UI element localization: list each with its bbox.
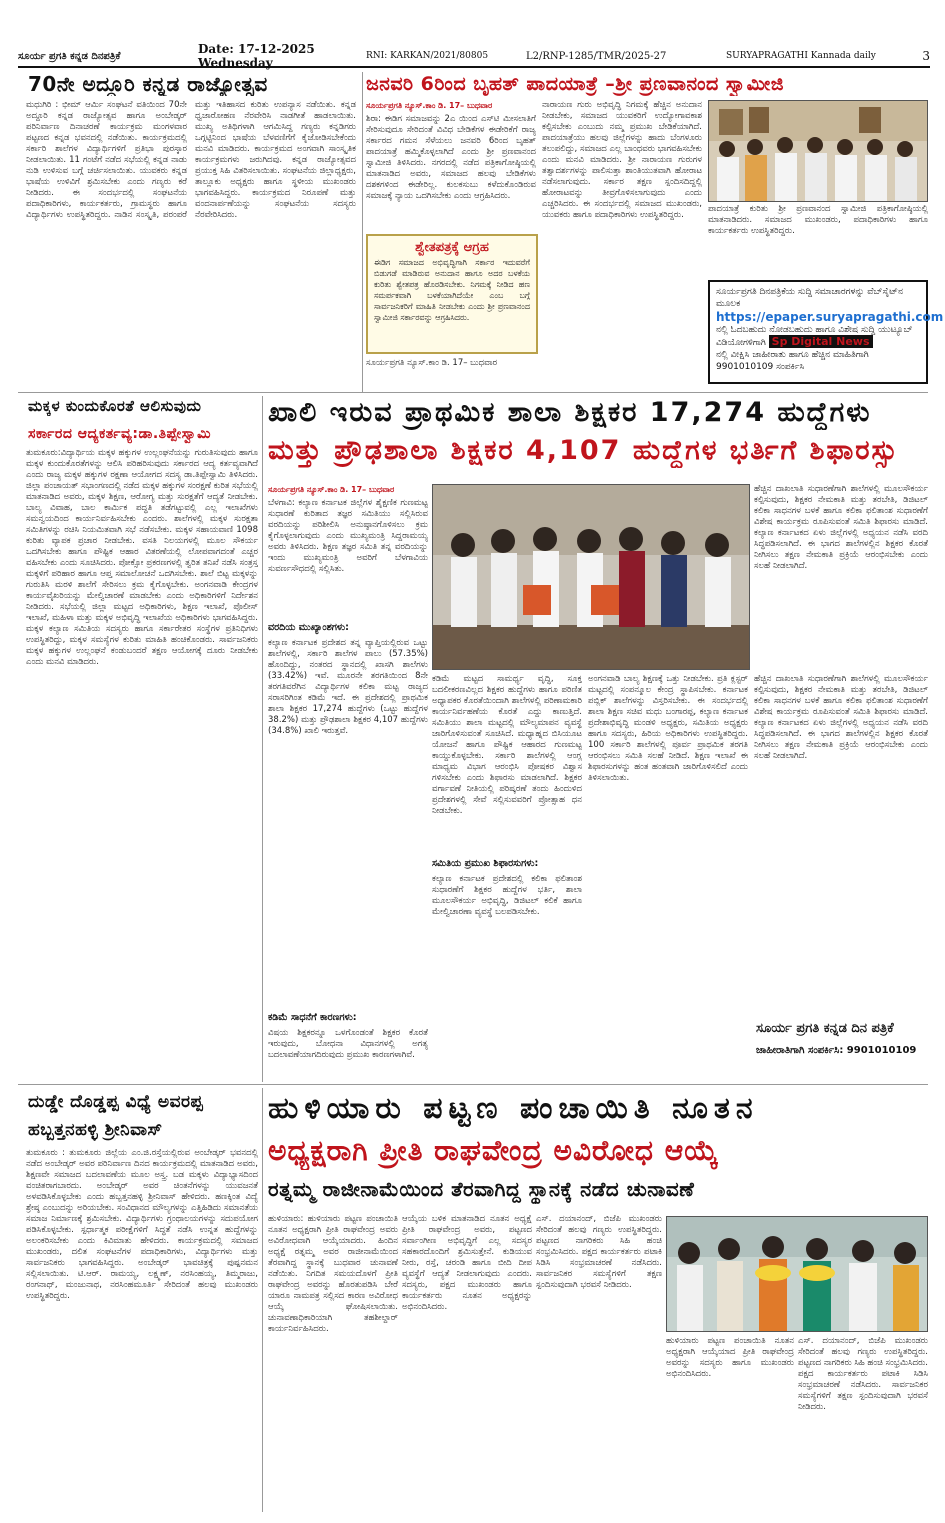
rni-number: RNI: KARKAN/2021/80805 [366,51,489,61]
results-body: ಕಲ್ಯಾಣ ಕರ್ನಾಟಕ ಪ್ರದೇಶದಲ್ಲಿ ಕಲಿಕಾ ಫಲಿತಾಂಶ ಸುಧಾರಣೆಗೆ ಶಿಕ್ಷಕರ ಹುದ್ದೆಗಳ ಭರ್ತಿ, ಶಾಲಾ ಮೂಲಸೌಕರ್ಯ ಅಭಿವೃದ್ಧಿ, ಡಿಜಿಟಲ್ ಕಲಿಕೆ ಹಾಗೂ ಮೇಲ್ವಿಚಾರಣಾ ವ್ಯವಸ್ಥೆ ಬಲಪಡಿಸಬೇಕು. [432,874,582,917]
teachers-body-right: ಅಂಗನವಾಡಿ ಬಾಲ್ಯ ಶಿಕ್ಷಣಕ್ಕೆ ಒತ್ತು ನೀಡಬೇಕು. ಪ್ರತಿ ಕ್ಲಸ್ಟರ್ ಮಟ್ಟದಲ್ಲಿ ಸಂಪನ್ಮೂಲ ಕೇಂದ್ರ ಸ್ಥಾಪಿಸಬೇಕು. ಕರ್ನಾಟಕ ಪಬ್ಲಿಕ್ ಶಾಲೆಗಳನ್ನು ವಿಸ್ತರಿಸಬೇಕು. ಈ ಸಂದರ್ಭದಲ್ಲಿ ಶಾಲಾ ಶಿಕ್ಷಣ ಸಚಿವ ಮಧು ಬಂಗಾರಪ್ಪ, ಕಲ್ಯಾಣ ಕರ್ನಾಟಕ ಪ್ರದೇಶಾಭಿವೃದ್ಧಿ ಮಂಡಳಿ ಅಧ್ಯಕ್ಷರು, ಸಮಿತಿಯ ಅಧ್ಯಕ್ಷರು ಹಾಗೂ ಸದಸ್ಯರು, ಹಿರಿಯ ಅಧಿಕಾರಿಗಳು ಉಪಸ್ಥಿತರಿದ್ದರು. 100 ಸರ್ಕಾರಿ ಶಾಲೆಗಳಲ್ಲಿ ಪೂರ್ವ ಪ್ರಾಥಮಿಕ ತರಗತಿ ಆರಂಭಿಸಲು ಸಮಿತಿ ಸಲಹೆ ನೀಡಿದೆ. ಶಿಕ್ಷಣ ಇಲಾಖೆ ಈ ಶಿಫಾರಸುಗಳನ್ನು ಹಂತ ಹಂತವಾಗಿ ಜಾರಿಗೊಳಿಸಲಿದೆ ಎಂದು ತಿಳಿಸಲಾಯಿತು. [588,674,748,783]
padayatre-body-mid: ನಾರಾಯಣ ಗುರು ಅಭಿವೃದ್ಧಿ ನಿಗಮಕ್ಕೆ ಹೆಚ್ಚಿನ ಅನುದಾನ ನೀಡಬೇಕು, ಸಮಾಜದ ಯುವಕರಿಗೆ ಉದ್ಯೋಗಾವಕಾಶ ಕಲ್ಪಿಸಬೇಕು ಎಂಬುದು ನಮ್ಮ ಪ್ರಮುಖ ಬೇಡಿಕೆಯಾಗಿದೆ. ಪಾದಯಾತ್ರೆಯು ಹಲವು ಜಿಲ್ಲೆಗಳನ್ನು ಹಾದು ಬೆಂಗಳೂರು ತಲುಪಲಿದ್ದು, ಸಮಾಜದ ಎಲ್ಲ ಬಾಂಧವರು ಭಾಗವಹಿಸಬೇಕು ಎಂದು ಮನವಿ ಮಾಡಿದರು. ಶ್ರೀ ನಾರಾಯಣ ಗುರುಗಳ ತತ್ವಾದರ್ಶಗಳನ್ನು ಪಾಲಿಸುತ್ತಾ ಶಾಂತಿಯುತವಾಗಿ ಹೋರಾಟ ನಡೆಸಲಾಗುವುದು. ಸರ್ಕಾರ ತಕ್ಷಣ ಸ್ಪಂದಿಸದಿದ್ದಲ್ಲಿ ಹೋರಾಟವನ್ನು ತೀವ್ರಗೊಳಿಸಲಾಗುವುದು ಎಂದು ಎಚ್ಚರಿಸಿದರು. ಈ ಸಂದರ್ಭದಲ್ಲಿ ಸಮಾಜದ ಮುಖಂಡರು, ಯುವಕರು ಹಾಗೂ ಪದಾಧಿಕಾರಿಗಳು ಉಪಸ್ಥಿತರಿದ್ದರು. [542,100,702,220]
kundu-body: ತುಮಕೂರು:ವಿದ್ಯಾರ್ಥಿಯ ಮಕ್ಕಳ ಹಕ್ಕುಗಳ ಉಲ್ಲಂಘನೆಯನ್ನು ಗುರುತಿಸುವುದು ಹಾಗೂ ಮಕ್ಕಳ ಕುಂದುಕೊರತೆಗಳನ್ನು ಆಲಿಸಿ ಪರಿಹರಿಸುವುದು ಸರ್ಕಾರದ ಆದ್ಯ ಕರ್ತವ್ಯವಾಗಿದೆ ಎಂದು ರಾಜ್ಯ ಮಕ್ಕಳ ಹಕ್ಕುಗಳ ರಕ್ಷಣಾ ಆಯೋಗದ ಸದಸ್ಯ ಡಾ.ತಿಪ್ಪೇಸ್ವಾಮಿ ತಿಳಿಸಿದರು. ಜಿಲ್ಲಾ ಪಂಚಾಯತ್ ಸಭಾಂಗಣದಲ್ಲಿ ನಡೆದ ಮಕ್ಕಳ ಹಕ್ಕುಗಳ ಸಂರಕ್ಷಣೆ ಕುರಿತ ಸಭೆಯಲ್ಲಿ ಮಾತನಾಡಿದ ಅವರು, ಮಕ್ಕಳ ಶಿಕ್ಷಣ, ಆರೋಗ್ಯ ಮತ್ತು ಸುರಕ್ಷತೆಗೆ ಆದ್ಯತೆ ನೀಡಬೇಕು. ಬಾಲ್ಯ ವಿವಾಹ, ಬಾಲ ಕಾರ್ಮಿಕ ಪದ್ಧತಿ ತಡೆಗಟ್ಟುವಲ್ಲಿ ಎಲ್ಲ ಇಲಾಖೆಗಳು ಸಮನ್ವಯದಿಂದ ಕಾರ್ಯನಿರ್ವಹಿಸಬೇಕು ಎಂದರು. ಶಾಲೆಗಳಲ್ಲಿ ಮಕ್ಕಳ ಸುರಕ್ಷತಾ ಸಮಿತಿಗಳನ್ನು ರಚಿಸಿ ನಿಯಮಿತವಾಗಿ ಸಭೆ ನಡೆಸಬೇಕು. ಮಕ್ಕಳ ಸಹಾಯವಾಣಿ 1098 ಕುರಿತು ವ್ಯಾಪಕ ಪ್ರಚಾರ ನೀಡಬೇಕು. ವಸತಿ ನಿಲಯಗಳಲ್ಲಿ ಮೂಲ ಸೌಕರ್ಯ ಒದಗಿಸಬೇಕು ಹಾಗೂ ಪೌಷ್ಟಿಕ ಆಹಾರ ವಿತರಣೆಯಲ್ಲಿ ಲೋಪವಾಗದಂತೆ ಎಚ್ಚರ ವಹಿಸಬೇಕು ಎಂದು ಸೂಚಿಸಿದರು. ಪೋಕ್ಸೋ ಪ್ರಕರಣಗಳಲ್ಲಿ ತ್ವರಿತ ತನಿಖೆ ನಡೆಸಿ ಸಂತ್ರಸ್ತ ಮಕ್ಕಳಿಗೆ ಪರಿಹಾರ ಹಾಗೂ ಆಪ್ತ ಸಮಾಲೋಚನೆ ಒದಗಿಸಬೇಕು. ಶಾಲೆ ಬಿಟ್ಟ ಮಕ್ಕಳನ್ನು ಗುರುತಿಸಿ ಮರಳಿ ಶಾಲೆಗೆ ಸೇರಿಸಲು ಕ್ರಮ ಕೈಗೊಳ್ಳಬೇಕು. ಅಂಗನವಾಡಿ ಕೇಂದ್ರಗಳ ಕಾರ್ಯವೈಖರಿಯನ್ನು ಮೇಲ್ವಿಚಾರಣೆ ಮಾಡಬೇಕು ಎಂದು ಅಧಿಕಾರಿಗಳಿಗೆ ನಿರ್ದೇಶನ ನೀಡಿದರು. ಸಭೆಯಲ್ಲಿ ಜಿಲ್ಲಾ ಮಟ್ಟದ ಅಧಿಕಾರಿಗಳು, ಶಿಕ್ಷಣ ಇಲಾಖೆ, ಪೊಲೀಸ್ ಇಲಾಖೆ, ಮಹಿಳಾ ಮತ್ತು ಮಕ್ಕಳ ಅಭಿವೃದ್ಧಿ ಇಲಾಖೆಯ ಅಧಿಕಾರಿಗಳು ಭಾಗವಹಿಸಿದ್ದರು. ಮಕ್ಕಳ ಕಲ್ಯಾಣ ಸಮಿತಿಯ ಸದಸ್ಯರು ಹಾಗೂ ಸರ್ಕಾರೇತರ ಸಂಸ್ಥೆಗಳ ಪ್ರತಿನಿಧಿಗಳು ಉಪಸ್ಥಿತರಿದ್ದು, ಮಕ್ಕಳ ಸಮಸ್ಯೆಗಳ ಕುರಿತು ಮಾಹಿತಿ ಹಂಚಿಕೊಂಡರು. ಸಾರ್ವಜನಿಕರು ಮಕ್ಕಳ ಹಕ್ಕುಗಳ ಉಲ್ಲಂಘನೆ ಕಂಡುಬಂದರೆ ತಕ್ಷಣ ಆಯೋಗಕ್ಕೆ ದೂರು ನೀಡಬೇಕು ಎಂದು ಮನವಿ ಮಾಡಿದರು. [26,448,258,667]
huliyaru-headline-line2: ಅಧ್ಯಕ್ಷರಾಗಿ ಪ್ರೀತಿ ರಾಘವೇಂದ್ರ ಅವಿರೋಧ ಆಯ್ಕೆ [268,1134,719,1167]
teachers-body-top-right: ಹೆಚ್ಚಿನ ದಾಖಲಾತಿ ಸುಧಾರಣೆಗಾಗಿ ಶಾಲೆಗಳಲ್ಲಿ ಮೂಲಸೌಕರ್ಯ ಕಲ್ಪಿಸುವುದು, ಶಿಕ್ಷಕರ ನೇಮಕಾತಿ ಮತ್ತು ತರಬೇತಿ, ಡಿಜಿಟಲ್ ಕಲಿಕಾ ಸಾಧನಗಳ ಬಳಕೆ ಹಾಗೂ ಕಲಿಕಾ ಫಲಿತಾಂಶ ಸುಧಾರಣೆಗೆ ವಿಶೇಷ ಕಾರ್ಯಕ್ರಮ ರೂಪಿಸುವಂತೆ ಸಮಿತಿ ಶಿಫಾರಸು ಮಾಡಿದೆ. ಕಲ್ಯಾಣ ಕರ್ನಾಟಕದ ಏಳು ಜಿಲ್ಲೆಗಳಲ್ಲಿ ಅಧ್ಯಯನ ನಡೆಸಿ ವರದಿ ಸಿದ್ಧಪಡಿಸಲಾಗಿದೆ. ಈ ಭಾಗದ ಶಾಲೆಗಳಲ್ಲಿನ ಶಿಕ್ಷಕರ ಕೊರತೆ ನೀಗಿಸಲು ತಕ್ಷಣ ನೇಮಕಾತಿ ಪ್ರಕ್ರಿಯೆ ಆರಂಭಿಸಬೇಕು ಎಂದು ಸಲಹೆ ನೀಡಲಾಗಿದೆ. [754,484,928,571]
felicitation-illustration [667,1217,928,1332]
masthead [18,42,930,70]
padayatre-headline: ಜನವರಿ 6ರಿಂದ ಬೃಹತ್ ಪಾದಯಾತ್ರೆ –ಶ್ರೀ ಪ್ರಣವಾನಂದ ಸ್ವಾಮೀಜಿ [366,73,784,95]
dudde-headline-line1: ದುಡ್ಡೇ ದೊಡ್ಡಪ್ಪ ವಿಧ್ಯೆ ಅವರಪ್ಪ [28,1092,204,1112]
padayatre-photo-caption: ಪಾದಯಾತ್ರೆ ಕುರಿತು ಶ್ರೀ ಪ್ರಣವಾನಂದ ಸ್ವಾಮೀಜಿ ಪತ್ರಿಕಾಗೋಷ್ಠಿಯಲ್ಲಿ ಮಾತನಾಡಿದರು. ಸಮಾಜದ ಮುಖಂಡರು, ಪದಾಧಿಕಾರಿಗಳು ಹಾಗೂ ಕಾರ್ಯಕರ್ತರು ಉಪಸ್ಥಿತರಿದ್ದರು. [708,204,928,236]
huliyaru-photo-caption: ಹುಳಿಯಾರು ಪಟ್ಟಣ ಪಂಚಾಯಿತಿ ನೂತನ ಅಧ್ಯಕ್ಷರಾಗಿ ಆಯ್ಕೆಯಾದ ಪ್ರೀತಿ ರಾಘವೇಂದ್ರ ಅವರನ್ನು ಸದಸ್ಯರು ಹಾಗೂ ಮುಖಂಡರು ಅಭಿನಂದಿಸಿದರು. [666,1336,794,1379]
dudde-body: ತುಮಕೂರು : ತುಮಕೂರು ಜಿಲ್ಲೆಯ ಎಂ.ಜಿ.ರಸ್ತೆಯಲ್ಲಿರುವ ಅಂಬೇಡ್ಕರ್ ಭವನದಲ್ಲಿ ನಡೆದ ಅಂಬೇಡ್ಕರ್ ಅವರ ಪರಿನಿರ್ವಾಣ ದಿನದ ಕಾರ್ಯಕ್ರಮದಲ್ಲಿ ಮಾತನಾಡಿದ ಅವರು, ಶಿಕ್ಷಣವೇ ಸಮಾಜದ ಬದಲಾವಣೆಯ ಮೂಲ ಅಸ್ತ್ರ. ಬಡ ಮಕ್ಕಳು ವಿದ್ಯಾಭ್ಯಾಸದಿಂದ ವಂಚಿತರಾಗಬಾರದು. ಅಂಬೇಡ್ಕರ್ ಅವರ ಚಿಂತನೆಗಳನ್ನು ಯುವಜನತೆ ಅಳವಡಿಸಿಕೊಳ್ಳಬೇಕು ಎಂದು ಹಬ್ಬತ್ತನಹಳ್ಳಿ ಶ್ರೀನಿವಾಸ್ ಹೇಳಿದರು. ಹಣಕ್ಕಿಂತ ವಿದ್ಯೆ ಶ್ರೇಷ್ಠ ಎಂಬುದನ್ನು ಅರಿಯಬೇಕು. ಸಂವಿಧಾನದ ಮೌಲ್ಯಗಳನ್ನು ಎತ್ತಿಹಿಡಿದು ಸಮಾನತೆಯ ಸಮಾಜ ನಿರ್ಮಾಣಕ್ಕೆ ಶ್ರಮಿಸಬೇಕು. ವಿದ್ಯಾರ್ಥಿಗಳು ಗ್ರಂಥಾಲಯಗಳನ್ನು ಸದುಪಯೋಗ ಪಡಿಸಿಕೊಳ್ಳಬೇಕು. ಸ್ಪರ್ಧಾತ್ಮಕ ಪರೀಕ್ಷೆಗಳಿಗೆ ಸಿದ್ಧತೆ ನಡೆಸಿ ಉನ್ನತ ಹುದ್ದೆಗಳನ್ನು ಅಲಂಕರಿಸಬೇಕು ಎಂದು ಕಿವಿಮಾತು ಹೇಳಿದರು. ಕಾರ್ಯಕ್ರಮದಲ್ಲಿ ಸಮಾಜದ ಮುಖಂಡರು, ದಲಿತ ಸಂಘಟನೆಗಳ ಪದಾಧಿಕಾರಿಗಳು, ವಿದ್ಯಾರ್ಥಿಗಳು ಮತ್ತು ಸಾರ್ವಜನಿಕರು ಭಾಗವಹಿಸಿದ್ದರು. ಅಂಬೇಡ್ಕರ್ ಭಾವಚಿತ್ರಕ್ಕೆ ಪುಷ್ಪನಮನ ಸಲ್ಲಿಸಲಾಯಿತು. ಟಿ.ಆರ್. ರಾಮಯ್ಯ, ಲಕ್ಷ್ಮಣ್, ನರಸಿಂಹಯ್ಯ, ತಿಮ್ಮರಾಜು, ರಂಗನಾಥ್, ಮಂಜುನಾಥ, ನರಸಿಂಹಮೂರ್ತಿ ಸೇರಿದಂತೆ ಹಲವು ಮುಖಂಡರು ಉಪಸ್ಥಿತರಿದ್ದರು. [26,1148,258,1301]
teachers-body-mid: ಕಡಿಮೆ ಮಟ್ಟದ ಸಾಮರ್ಥ್ಯ ವೃದ್ಧಿ, ಸೂಕ್ತ ಬದಲೀಕರಣವಿಲ್ಲದ ಶಿಕ್ಷಕರ ಹುದ್ದೆಗಳು ಹಾಗೂ ಪರಿಣಿತ ಅಧ್ಯಾಪಕರ ಕೊರತೆಯಿಂದಾಗಿ ಶಾಲೆಗಳಲ್ಲಿ ಪರಿಣಾಮಕಾರಿ ಕಾರ್ಯನಿರ್ವಹಣೆಯ ಕೊರತೆ ಎದ್ದು ಕಾಣುತ್ತಿದೆ. ಸಮಿತಿಯು ಶಾಲಾ ಮಟ್ಟದಲ್ಲಿ ಮೌಲ್ಯಮಾಪನ ವ್ಯವಸ್ಥೆ ಜಾರಿಗೊಳಿಸುವಂತೆ ಸೂಚಿಸಿದೆ. ಮಧ್ಯಾಹ್ನದ ಬಿಸಿಯೂಟ ಯೋಜನೆ ಹಾಗೂ ಪೌಷ್ಟಿಕ ಆಹಾರದ ಗುಣಮಟ್ಟ ಕಾಯ್ದುಕೊಳ್ಳಬೇಕು. ಸರ್ಕಾರಿ ಶಾಲೆಗಳಲ್ಲಿ ಆಂಗ್ಲ ಮಾಧ್ಯಮ ವಿಭಾಗ ಆರಂಭಿಸಿ ಪೋಷಕರ ವಿಶ್ವಾಸ ಗಳಿಸಬೇಕು ಎಂದು ಶಿಫಾರಸು ಮಾಡಲಾಗಿದೆ. ಶಿಕ್ಷಕರ ವರ್ಗಾವಣೆ ನೀತಿಯಲ್ಲಿ ಪರಿಷ್ಕರಣೆ ತಂದು ಹಿಂದುಳಿದ ಪ್ರದೇಶಗಳಲ್ಲಿ ಸೇವೆ ಸಲ್ಲಿಸುವವರಿಗೆ ಪ್ರೋತ್ಸಾಹ ಧನ ನೀಡಬೇಕು. [432,674,582,816]
huliyaru-body-mid: ಆಯ್ಕೆಯ ಬಳಿಕ ಮಾತನಾಡಿದ ನೂತನ ಅಧ್ಯಕ್ಷೆ ಪ್ರೀತಿ ರಾಘವೇಂದ್ರ ಅವರು, ಪಟ್ಟಣದ ಸರ್ವಾಂಗೀಣ ಅಭಿವೃದ್ಧಿಗೆ ಎಲ್ಲ ಸದಸ್ಯರ ಸಹಕಾರದೊಂದಿಗೆ ಶ್ರಮಿಸುತ್ತೇನೆ. ಕುಡಿಯುವ ನೀರು, ರಸ್ತೆ, ಚರಂಡಿ ಹಾಗೂ ಬೀದಿ ದೀಪ ವ್ಯವಸ್ಥೆಗೆ ಆದ್ಯತೆ ನೀಡಲಾಗುವುದು ಎಂದರು. ಸದಸ್ಯರು, ಪಕ್ಷದ ಮುಖಂಡರು ಹಾಗೂ ಕಾರ್ಯಕರ್ತರು ನೂತನ ಅಧ್ಯಕ್ಷರನ್ನು ಅಭಿನಂದಿಸಿದರು. [402,1214,532,1312]
huliyaru-headline-line3: ರತ್ನಮ್ಮ ರಾಜೀನಾಮೆಯಿಂದ ತೆರವಾಗಿದ್ದ ಸ್ಥಾನಕ್ಕೆ ನಡೆದ ಚುನಾವಣೆ [268,1177,695,1201]
section-rule [18,1084,928,1085]
teachers-body-right-continued: ಹೆಚ್ಚಿನ ದಾಖಲಾತಿ ಸುಧಾರಣೆಗಾಗಿ ಶಾಲೆಗಳಲ್ಲಿ ಮೂಲಸೌಕರ್ಯ ಕಲ್ಪಿಸುವುದು, ಶಿಕ್ಷಕರ ನೇಮಕಾತಿ ಮತ್ತು ತರಬೇತಿ, ಡಿಜಿಟಲ್ ಕಲಿಕಾ ಸಾಧನಗಳ ಬಳಕೆ ಹಾಗೂ ಕಲಿಕಾ ಫಲಿತಾಂಶ ಸುಧಾರಣೆಗೆ ವಿಶೇಷ ಕಾರ್ಯಕ್ರಮ ರೂಪಿಸುವಂತೆ ಸಮಿತಿ ಶಿಫಾರಸು ಮಾಡಿದೆ. ಕಲ್ಯಾಣ ಕರ್ನಾಟಕದ ಏಳು ಜಿಲ್ಲೆಗಳಲ್ಲಿ ಅಧ್ಯಯನ ನಡೆಸಿ ವರದಿ ಸಿದ್ಧಪಡಿಸಲಾಗಿದೆ. ಈ ಭಾಗದ ಶಾಲೆಗಳಲ್ಲಿನ ಶಿಕ್ಷಕರ ಕೊರತೆ ನೀಗಿಸಲು ತಕ್ಷಣ ನೇಮಕಾತಿ ಪ್ರಕ್ರಿಯೆ ಆರಂಭಿಸಬೇಕು ಎಂದು ಸಲಹೆ ನೀಡಲಾಗಿದೆ. [754,674,928,761]
epaper-link[interactable] [716,310,944,324]
paper-name-english: SURYAPRAGATHI Kannada daily [726,51,876,61]
group-photo-illustration [709,101,928,202]
huliyaru-body-right: ಎಸ್. ದಯಾನಂದ್, ಬಿಜೆಪಿ ಮುಖಂಡರು ಸೇರಿದಂತೆ ಹಲವು ಗಣ್ಯರು ಉಪಸ್ಥಿತರಿದ್ದರು. ಪಟ್ಟಣದ ನಾಗರಿಕರು ಸಿಹಿ ಹಂಚಿ ಸಂಭ್ರಮಿಸಿದರು. ಪಕ್ಷದ ಕಾರ್ಯಕರ್ತರು ಪಟಾಕಿ ಸಿಡಿಸಿ ಸಂಭ್ರಮಾಚರಣೆ ನಡೆಸಿದರು. ಸಾರ್ವಜನಿಕರ ಸಮಸ್ಯೆಗಳಿಗೆ ತಕ್ಷಣ ಸ್ಪಂದಿಸುವುದಾಗಿ ಭರವಸೆ ನೀಡಿದರು. [536,1214,662,1290]
highlights-title: ವರದಿಯ ಮುಖ್ಯಾಂಶಗಳು: [268,622,349,633]
padayatre-body-continued: ಸೂರ್ಯಪ್ರಗತಿ ನ್ಯೂಸ್.ಕಾಂ ಡಿ. 17– ಬುಧವಾರ [366,358,498,368]
rajyotsava-body: ಮಧುಗಿರಿ : ಭೀಮ್ ಆರ್ಮಿ ಸಂಘಟನೆ ವತಿಯಿಂದ 70ನೇ ಅದ್ದೂರಿ ಕನ್ನಡ ರಾಜ್ಯೋತ್ಸವ ಹಾಗೂ ಅಂಬೇಡ್ಕರ್ ಪರಿನಿರ್ವಾಣ ದಿನಾಚರಣೆ ಕಾರ್ಯಕ್ರಮ ಮಂಗಳವಾರ ಪಟ್ಟಣದ ಕನ್ನಡ ಭವನದಲ್ಲಿ ನಡೆಯಿತು. ಕಾರ್ಯಕ್ರಮದಲ್ಲಿ ಸರ್ಕಾರಿ ಶಾಲೆಗಳ ವಿದ್ಯಾರ್ಥಿಗಳಿಗೆ ಪ್ರತಿಭಾ ಪುರಸ್ಕಾರ ನೀಡಲಾಯಿತು. 11 ಗಂಟೆಗೆ ನಡೆದ ಸಭೆಯಲ್ಲಿ ಕನ್ನಡ ನಾಡು ನುಡಿ ಉಳಿಸುವ ಬಗ್ಗೆ ಚರ್ಚಿಸಲಾಯಿತು. ಯುವಕರು ಕನ್ನಡ ಭಾಷೆಯ ಉಳಿವಿಗೆ ಶ್ರಮಿಸಬೇಕು ಎಂದು ಗಣ್ಯರು ಕರೆ ನೀಡಿದರು. ಈ ಸಂದರ್ಭದಲ್ಲಿ ಸಂಘಟನೆಯ ಪದಾಧಿಕಾರಿಗಳು, ಕಾರ್ಯಕರ್ತರು, ಗ್ರಾಮಸ್ಥರು ಹಾಗೂ ವಿದ್ಯಾರ್ಥಿಗಳು ಉಪಸ್ಥಿತರಿದ್ದರು. ನಾಡಿನ ಸಂಸ್ಕೃತಿ, ಪರಂಪರೆ ಮತ್ತು ಇತಿಹಾಸದ ಕುರಿತು ಉಪನ್ಯಾಸ ನಡೆಯಿತು. ಕನ್ನಡ ಧ್ವಜಾರೋಹಣ ನೆರವೇರಿಸಿ ನಾಡಗೀತೆ ಹಾಡಲಾಯಿತು. ಮುಖ್ಯ ಅತಿಥಿಗಳಾಗಿ ಆಗಮಿಸಿದ್ದ ಗಣ್ಯರು ಕನ್ನಡಿಗರು ಒಗ್ಗಟ್ಟಿನಿಂದ ಭಾಷೆಯ ಬೆಳವಣಿಗೆಗೆ ಕೈಜೋಡಿಸಬೇಕೆಂದು ಮನವಿ ಮಾಡಿದರು. ಕಾರ್ಯಕ್ರಮದ ಅಂಗವಾಗಿ ಸಾಂಸ್ಕೃತಿಕ ಕಾರ್ಯಕ್ರಮಗಳು ಜರುಗಿದವು. ಕನ್ನಡ ರಾಜ್ಯೋತ್ಸವದ ಪ್ರಯುಕ್ತ ಸಿಹಿ ವಿತರಿಸಲಾಯಿತು. ಸಂಘಟನೆಯ ಜಿಲ್ಲಾಧ್ಯಕ್ಷರು, ತಾಲ್ಲೂಕು ಅಧ್ಯಕ್ಷರು ಹಾಗೂ ಸ್ಥಳೀಯ ಮುಖಂಡರು ಭಾಗವಹಿಸಿದ್ದರು. ಕಾರ್ಯಕ್ರಮದ ನಿರೂಪಣೆ ಮತ್ತು ವಂದನಾರ್ಪಣೆಯನ್ನು ಸಂಘಟನೆಯ ಸದಸ್ಯರು ನೆರವೇರಿಸಿದರು. [26,100,356,220]
teachers-headline-line2: ಮತ್ತು ಪ್ರೌಢಶಾಲಾ ಶಿಕ್ಷಕರ 4,107 ಹುದ್ದೆಗಳ ಭರ್ತಿಗೆ ಶಿಫಾರಸ್ಸು [268,435,900,466]
rajyotsava-headline: 70ನೇ ಅದ್ದೂರಿ ಕನ್ನಡ ರಾಜ್ಯೋತ್ಸವ [28,72,268,96]
teachers-body-top-left: ಬೆಳಗಾವಿ: ಕಲ್ಯಾಣ ಕರ್ನಾಟಕ ಜಿಲ್ಲೆಗಳ ಶೈಕ್ಷಣಿಕ ಗುಣಮಟ್ಟ ಸುಧಾರಣೆ ಕುರಿತಾದ ತಜ್ಞರ ಸಮಿತಿಯು ಸಲ್ಲಿಸಿರುವ ವರದಿಯನ್ನು ಪರಿಶೀಲಿಸಿ ಅನುಷ್ಠಾನಗೊಳಿಸಲು ಕ್ರಮ ಕೈಗೊಳ್ಳಲಾಗುವುದು ಎಂದು ಮುಖ್ಯಮಂತ್ರಿ ಸಿದ್ದರಾಮಯ್ಯ ಅವರು ತಿಳಿಸಿದರು. ಶಿಕ್ಷಣ ತಜ್ಞರ ಸಮಿತಿ ತನ್ನ ವರದಿಯನ್ನು ಇಂದು ಮುಖ್ಯಮಂತ್ರಿ ಅವರಿಗೆ ಬೆಳಗಾವಿಯ ಸುವರ್ಣಸೌಧದಲ್ಲಿ ಸಲ್ಲಿಸಿತು. [268,498,428,574]
promo-line1: ಸೂರ್ಯಪ್ರಗತಿ ದಿನಪತ್ರಿಕೆಯ ಸುದ್ದಿ ಸಮಾಚಾರಗಳನ್ನು ವೆಬ್‌ಸೈಟ್‌ನ ಮೂಲಕ [716,287,903,309]
huliyaru-headline-line1: ಹುಳಿಯಾರು ಪಟ್ಟಣ ಪಂಚಾಯಿತಿ ನೂತನ [268,1091,759,1126]
padayatre-byline: ಸೂರ್ಯಪ್ರಗತಿ ನ್ಯೂಸ್.ಕಾಂ ಡಿ. 17– ಬುಧವಾರ [366,101,493,110]
issue-date: Date: 17-12-2025 Wednesday [198,42,315,70]
page-number: 3 [922,49,930,63]
padayatre-photo [708,100,928,202]
epaper-link-part2[interactable]: suryapragathi.com [815,310,944,324]
kundu-subhead: ಸರ್ಕಾರದ ಆದ್ಯಕರ್ತವ್ಯ:ಡಾ.ತಿಪ್ಪೇಸ್ವಾಮಿ [28,426,211,442]
ad-signature-contact: ಜಾಹೀರಾತಿಗಾಗಿ ಸಂಪರ್ಕಿಸಿ: 9901010109 [756,1045,917,1056]
ad-signature-title: ಸೂರ್ಯ ಪ್ರಗತಿ ಕನ್ನಡ ದಿನ ಪತ್ರಿಕೆ [756,1021,894,1036]
huliyaru-body-left: ಹುಳಿಯಾರು: ಹುಳಿಯಾರು ಪಟ್ಟಣ ಪಂಚಾಯಿತಿ ನೂತನ ಅಧ್ಯಕ್ಷರಾಗಿ ಪ್ರೀತಿ ರಾಘವೇಂದ್ರ ಅವರು ಅವಿರೋಧವಾಗಿ ಆಯ್ಕೆಯಾದರು. ಹಿಂದಿನ ಅಧ್ಯಕ್ಷೆ ರತ್ನಮ್ಮ ಅವರ ರಾಜೀನಾಮೆಯಿಂದ ತೆರವಾಗಿದ್ದ ಸ್ಥಾನಕ್ಕೆ ಬುಧವಾರ ಚುನಾವಣೆ ನಡೆಯಿತು. ನಿಗದಿತ ಸಮಯದೊಳಗೆ ಪ್ರೀತಿ ರಾಘವೇಂದ್ರ ಅವರನ್ನು ಹೊರತುಪಡಿಸಿ ಬೇರೆ ಯಾರೂ ನಾಮಪತ್ರ ಸಲ್ಲಿಸದ ಕಾರಣ ಅವಿರೋಧ ಆಯ್ಕೆ ಘೋಷಿಸಲಾಯಿತು. ಚುನಾವಣಾಧಿಕಾರಿಯಾಗಿ ತಹಶೀಲ್ದಾರ್ ಕಾರ್ಯನಿರ್ವಹಿಸಿದರು. [268,1214,398,1334]
swetapatra-box [366,234,538,354]
sp-digital-news-badge: Sp Digital News [769,335,873,348]
swetapatra-title: ಶ್ವೇತಪತ್ರಕ್ಕೆ ಆಗ್ರಹ [415,240,489,255]
epaper-promo-box [708,280,944,384]
results-title: ಸಮಿತಿಯ ಪ್ರಮುಖ ಶಿಫಾರಸುಗಳು: [432,858,539,869]
huliyaru-body-continued: ಎಸ್. ದಯಾನಂದ್, ಬಿಜೆಪಿ ಮುಖಂಡರು ಸೇರಿದಂತೆ ಹಲವು ಗಣ್ಯರು ಉಪಸ್ಥಿತರಿದ್ದರು. ಪಟ್ಟಣದ ನಾಗರಿಕರು ಸಿಹಿ ಹಂಚಿ ಸಂಭ್ರಮಿಸಿದರು. ಪಕ್ಷದ ಕಾರ್ಯಕರ್ತರು ಪಟಾಕಿ ಸಿಡಿಸಿ ಸಂಭ್ರಮಾಚರಣೆ ನಡೆಸಿದರು. ಸಾರ್ವಜನಿಕರ ಸಮಸ್ಯೆಗಳಿಗೆ ತಕ್ಷಣ ಸ್ಪಂದಿಸುವುದಾಗಿ ಭರವಸೆ ನೀಡಿದರು. [798,1336,928,1412]
promo-line3: ನಲ್ಲಿ ವೀಕ್ಷಿಸಿ ಜಾಹೀರಾತು ಹಾಗೂ ಹೆಚ್ಚಿನ ಮಾಹಿತಿಗಾಗಿ 9901010109 ಸಂಪರ್ಕಿಸಿ [716,350,869,372]
epaper-link-part1[interactable]: https://epaper. [716,310,816,324]
teachers-report-photo [432,484,750,670]
registration-number: L2/RNP-1285/TMR/2025-27 [526,50,667,62]
report-handover-illustration [433,485,750,670]
highlights-body: ಕಲ್ಯಾಣ ಕರ್ನಾಟಕ ಪ್ರದೇಶದ ತನ್ನ ವ್ಯಾಪ್ತಿಯಲ್ಲಿರುವ ಒಟ್ಟು ಶಾಲೆಗಳಲ್ಲಿ, ಸರ್ಕಾರಿ ಶಾಲೆಗಳ ಪಾಲು (57.35%) ಹೊಂದಿದ್ದು, ನಂತರದ ಸ್ಥಾನದಲ್ಲಿ ಖಾಸಗಿ ಶಾಲೆಗಳು (33.42%) ಇವೆ. ಮೂರನೇ ತರಗತಿಯಿಂದ 8ನೇ ತರಗತಿವರೆಗಿನ ವಿದ್ಯಾರ್ಥಿಗಳ ಕಲಿಕಾ ಮಟ್ಟ ರಾಜ್ಯದ ಸರಾಸರಿಗಿಂತ ಕಡಿಮೆ ಇದೆ. ಈ ಪ್ರದೇಶದಲ್ಲಿ ಪ್ರಾಥಮಿಕ ಶಾಲಾ ಶಿಕ್ಷಕರ 17,274 ಹುದ್ದೆಗಳು (ಒಟ್ಟು ಹುದ್ದೆಗಳ 38.2%) ಮತ್ತು ಪ್ರೌಢಶಾಲಾ ಶಿಕ್ಷಕರ 4,107 ಹುದ್ದೆಗಳು (34.8%) ಖಾಲಿ ಇರುತ್ತವೆ. [268,638,428,736]
huliyaru-photo [666,1216,928,1332]
paper-name: ಸೂರ್ಯ ಪ್ರಗತಿ ಕನ್ನಡ ದಿನಪತ್ರಿಕೆ [18,50,121,62]
column-rule [262,1088,263,1512]
column-rule [262,396,263,1082]
swetapatra-body: ಈಡಿಗ ಸಮಾಜದ ಅಭಿವೃದ್ಧಿಗಾಗಿ ಸರ್ಕಾರ ಇದುವರೆಗೆ ಬಿಡುಗಡೆ ಮಾಡಿರುವ ಅನುದಾನ ಹಾಗೂ ಅದರ ಬಳಕೆಯ ಕುರಿತು ಶ್ವೇತಪತ್ರ ಹೊರಡಿಸಬೇಕು. ನಿಗಮಕ್ಕೆ ನೀಡಿದ ಹಣ ಸಮರ್ಪಕವಾಗಿ ಬಳಕೆಯಾಗಿದೆಯೇ ಎಂಬ ಬಗ್ಗೆ ಸಾರ್ವಜನಿಕರಿಗೆ ಮಾಹಿತಿ ನೀಡಬೇಕು ಎಂದು ಶ್ರೀ ಪ್ರಣವಾನಂದ ಸ್ವಾಮೀಜಿ ಸರ್ಕಾರವನ್ನು ಆಗ್ರಹಿಸಿದರು. [374,258,530,322]
section-rule [18,392,928,393]
teachers-byline: ಸೂರ್ಯಪ್ರಗತಿ ನ್ಯೂಸ್.ಕಾಂ ಡಿ. 17– ಬುಧವಾರ [268,485,395,494]
kundu-headline: ಮಕ್ಕಳ ಕುಂದುಕೊರತೆ ಆಲಿಸುವುದು [28,397,202,415]
teachers-headline-line1: ಖಾಲಿ ಇರುವ ಪ್ರಾಥಮಿಕ ಶಾಲಾ ಶಿಕ್ಷಕರ 17,274 ಹುದ್ದೆಗಳು [268,397,872,428]
causes-body: ವಿಷಯ ಶಿಕ್ಷಕರನ್ನೂ ಒಳಗೊಂಡಂತೆ ಶಿಕ್ಷಕರ ಕೊರತೆ ಇರುವುದು, ಬೋಧನಾ ವಿಧಾನಗಳಲ್ಲಿ ಅಗತ್ಯ ಬದಲಾವಣೆಯಾಗದಿರುವುದು ಪ್ರಮುಖ ಕಾರಣಗಳಾಗಿವೆ. [268,1028,428,1060]
column-rule [362,72,363,392]
dudde-headline-line2: ಹಬ್ಬತ್ತನಹಳ್ಳಿ ಶ್ರೀನಿವಾಸ್ [28,1120,163,1140]
padayatre-body-left: ಶಿರಾ: ಈಡಿಗ ಸಮಾಜವನ್ನು 2ಎ ಯಿಂದ ಎಸ್‌ಟಿ ಮೀಸಲಾತಿಗೆ ಸೇರಿಸುವುದೂ ಸೇರಿದಂತೆ ವಿವಿಧ ಬೇಡಿಕೆಗಳ ಈಡೇರಿಕೆಗೆ ರಾಜ್ಯ ಸರ್ಕಾರದ ಗಮನ ಸೆಳೆಯಲು ಜನವರಿ 6ರಿಂದ ಬೃಹತ್ ಪಾದಯಾತ್ರೆ ಹಮ್ಮಿಕೊಳ್ಳಲಾಗಿದೆ ಎಂದು ಶ್ರೀ ಪ್ರಣವಾನಂದ ಸ್ವಾಮೀಜಿ ತಿಳಿಸಿದರು. ನಗರದಲ್ಲಿ ನಡೆದ ಪತ್ರಿಕಾಗೋಷ್ಠಿಯಲ್ಲಿ ಮಾತನಾಡಿದ ಅವರು, ಸಮಾಜದ ಹಲವು ಬೇಡಿಕೆಗಳು ದಶಕಗಳಿಂದ ಈಡೇರಿಲ್ಲ. ಕುಲಕಸುಬು ಕಳೆದುಕೊಂಡಿರುವ ಸಮಾಜಕ್ಕೆ ನ್ಯಾಯ ಒದಗಿಸಬೇಕು ಎಂದು ಆಗ್ರಹಿಸಿದರು. [366,114,536,201]
promo-line2: ನಲ್ಲಿ ಓದಬಹುದು ನೋಡಬಹುದು ಹಾಗೂ ವಿಶೇಷ ಸುದ್ದಿ ಯುಟ್ಯೂಬ್ ವಿಡಿಯೋಗಳಿಗಾಗಿ Sp Digital News [716,325,913,348]
causes-title: ಕಡಿಮೆ ಸಾಧನೆಗೆ ಕಾರಣಗಳು: [268,1012,357,1023]
